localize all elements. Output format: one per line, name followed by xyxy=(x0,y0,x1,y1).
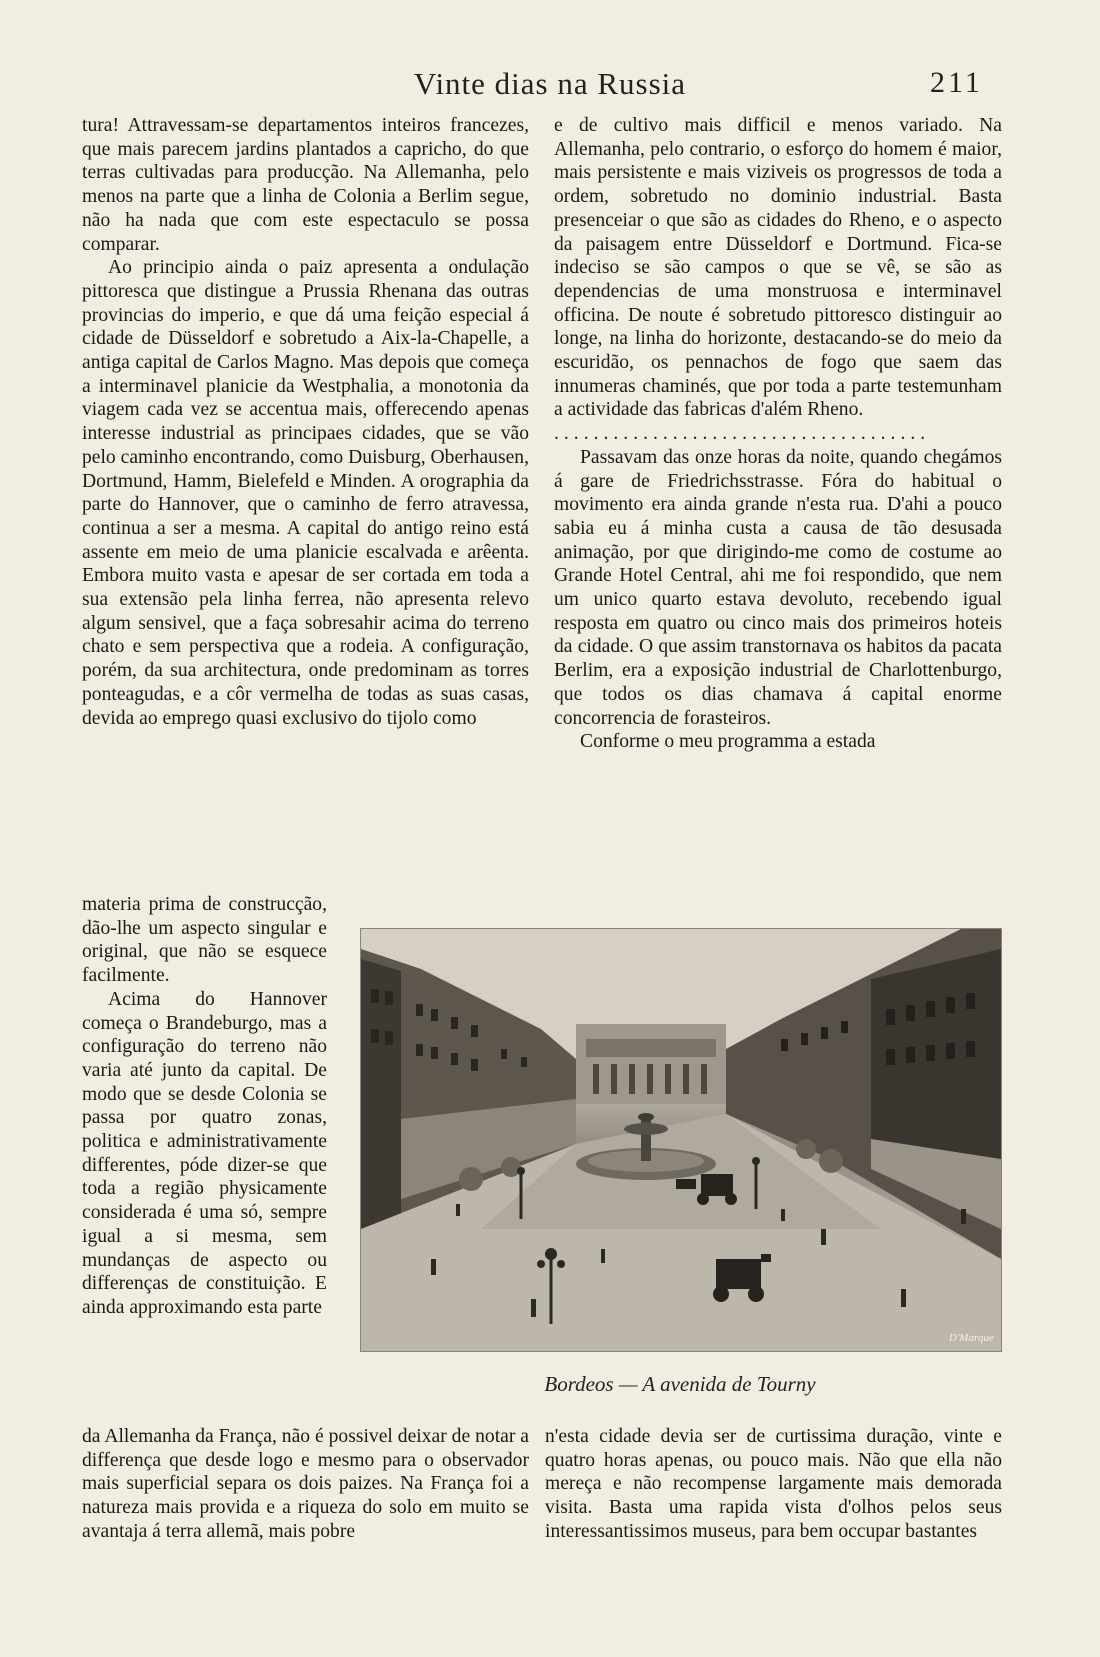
paragraph: tura! Attravessam-se departamentos inteiros francezes, que mais parecem jardins plantados a capricho, do que terras cultivadas para producção. Na Allemanha, pelo menos na parte que a linha de Colonia a Berlim segue, não ha nada que com este espectaculo se possa comparar. xyxy=(82,115,529,255)
bottom-left-text xyxy=(82,1425,529,1544)
paragraph: da Allemanha da França, não é possivel deixar de notar a differença que desde logo e mesmo para o observador mais superficial separa os dois paizes. Na França foi a natureza mais provida e a riqueza do solo em muito se avantaja á terra allemã, mais pobre xyxy=(82,1426,529,1542)
engraving-avenue-tourny xyxy=(360,928,1002,1352)
paragraph: Passavam das onze horas da noite, quando chegámos á gare de Friedrichsstrasse. Fóra do habitual o movimento era ainda grande n'esta rua. D'ahi a pouco sabia eu á minha custa a causa de tão desusada animação, por que dirigindo-me como de costume ao Grande Hotel Central, ahi me foi respondido, que nem um unico quarto estava devoluto, recebendo igual resposta em quatro ou cinco mais dos primeiros hoteis da cidade. O que assim transtornava os habitos da pacata Berlim, era a exposição industrial de Charlottenburgo, que todos os dias chamava á capital enorme concorrencia de forasteiros. xyxy=(554,446,1002,729)
running-title: Vinte dias na Russia xyxy=(413,66,687,101)
page-number: 211 xyxy=(930,66,983,99)
narrow-column xyxy=(82,893,327,1320)
paragraph: Acima do Hannover começa o Brandeburgo, mas a configuração do terreno não varia até junto da capital. De modo que se desde Colonia se passa por quatro zonas, politica e administrativamente differentes, póde dizer-se que toda a região physicamente considerada é uma só, sempre igual a si mesma, sem mundanças de aspecto ou differenças de constituição. E ainda approximando esta parte xyxy=(82,988,327,1318)
left-column xyxy=(82,114,529,730)
paragraph: e de cultivo mais difficil e menos variado. Na Allemanha, pelo contrario, o esforço do homem é maior, mais persistente e mais viziveis os progressos de toda a ordem, sobretudo no dominio industrial. Basta presenceiar o que são as cidades do Rheno, e o aspecto da paisagem entre Düsseldorf e Dortmund. Fica-se indeciso se são campos o que se vê, se são as dependencias de uma monstruosa e interminavel officina. De noute é sobretudo pittoresco distinguir ao longe, na linha do horizonte, destacando-se do meio da escuridão, os pennachos de fogo que saem das innumeras chaminés, que por toda a parte testemunham a actividade das fabricas d'além Rheno. xyxy=(554,115,1002,421)
section-break-dots: ...................................... xyxy=(554,423,931,445)
paragraph: n'esta cidade devia ser de curtissima duração, vinte e quatro horas apenas, ou pouco mais. Não que ella não mereça e não recompense largamente mais demorada visita. Basta uma rapida vista d'olhos pelos seus interessantissimos museus, para bem occupar bastantes xyxy=(545,1426,1002,1542)
paragraph: Conforme o meu programma a estada xyxy=(580,731,876,753)
street-scene-illustration xyxy=(361,929,1001,1351)
paragraph: Ao principio ainda o paiz apresenta a ondulação pittoresca que distingue a Prussia Rhenana das outras provincias do imperio, e que dá uma feição especial á cidade de Düsseldorf e sobretudo a Aix-la-Chapelle, a antiga capital de Carlos Magno. Mas depois que começa a interminavel planicie da Westphalia, a monotonia da viagem cada vez se accentua mais, offerecendo apenas interesse industrial as principaes cidades, que se vão pelo caminho encontrando, como Duisburg, Oberhausen, Dortmund, Hamm, Bielefeld e Minden. A orographia da parte do Hannover, que o caminho de ferro atravessa, continua a ser a mesma. A capital do antigo reino está assente em meio de uma planicie escalvada e arêenta. Embora muito vasta e apesar de ser cortada em toda a sua extensão pela linha ferrea, não apresenta relevo algum sensivel, que a faça sobresahir acima do terreno chato e sem perspectiva que a rodeia. A configuração, porém, da sua architectura, onde predominam as torres ponteagudas, e a côr vermelha de todas as suas casas, devida ao emprego quasi exclusivo do tijolo como xyxy=(82,257,529,729)
engraver-signature: D'Marque xyxy=(949,1332,994,1344)
paragraph: materia prima de construcção, dão-lhe um aspecto singular e original, que não se esquece facilmente. xyxy=(82,894,327,987)
right-column xyxy=(554,114,1002,754)
figure-caption: Bordeos — A avenida de Tourny xyxy=(544,1372,816,1396)
bottom-right-text xyxy=(545,1425,1002,1544)
